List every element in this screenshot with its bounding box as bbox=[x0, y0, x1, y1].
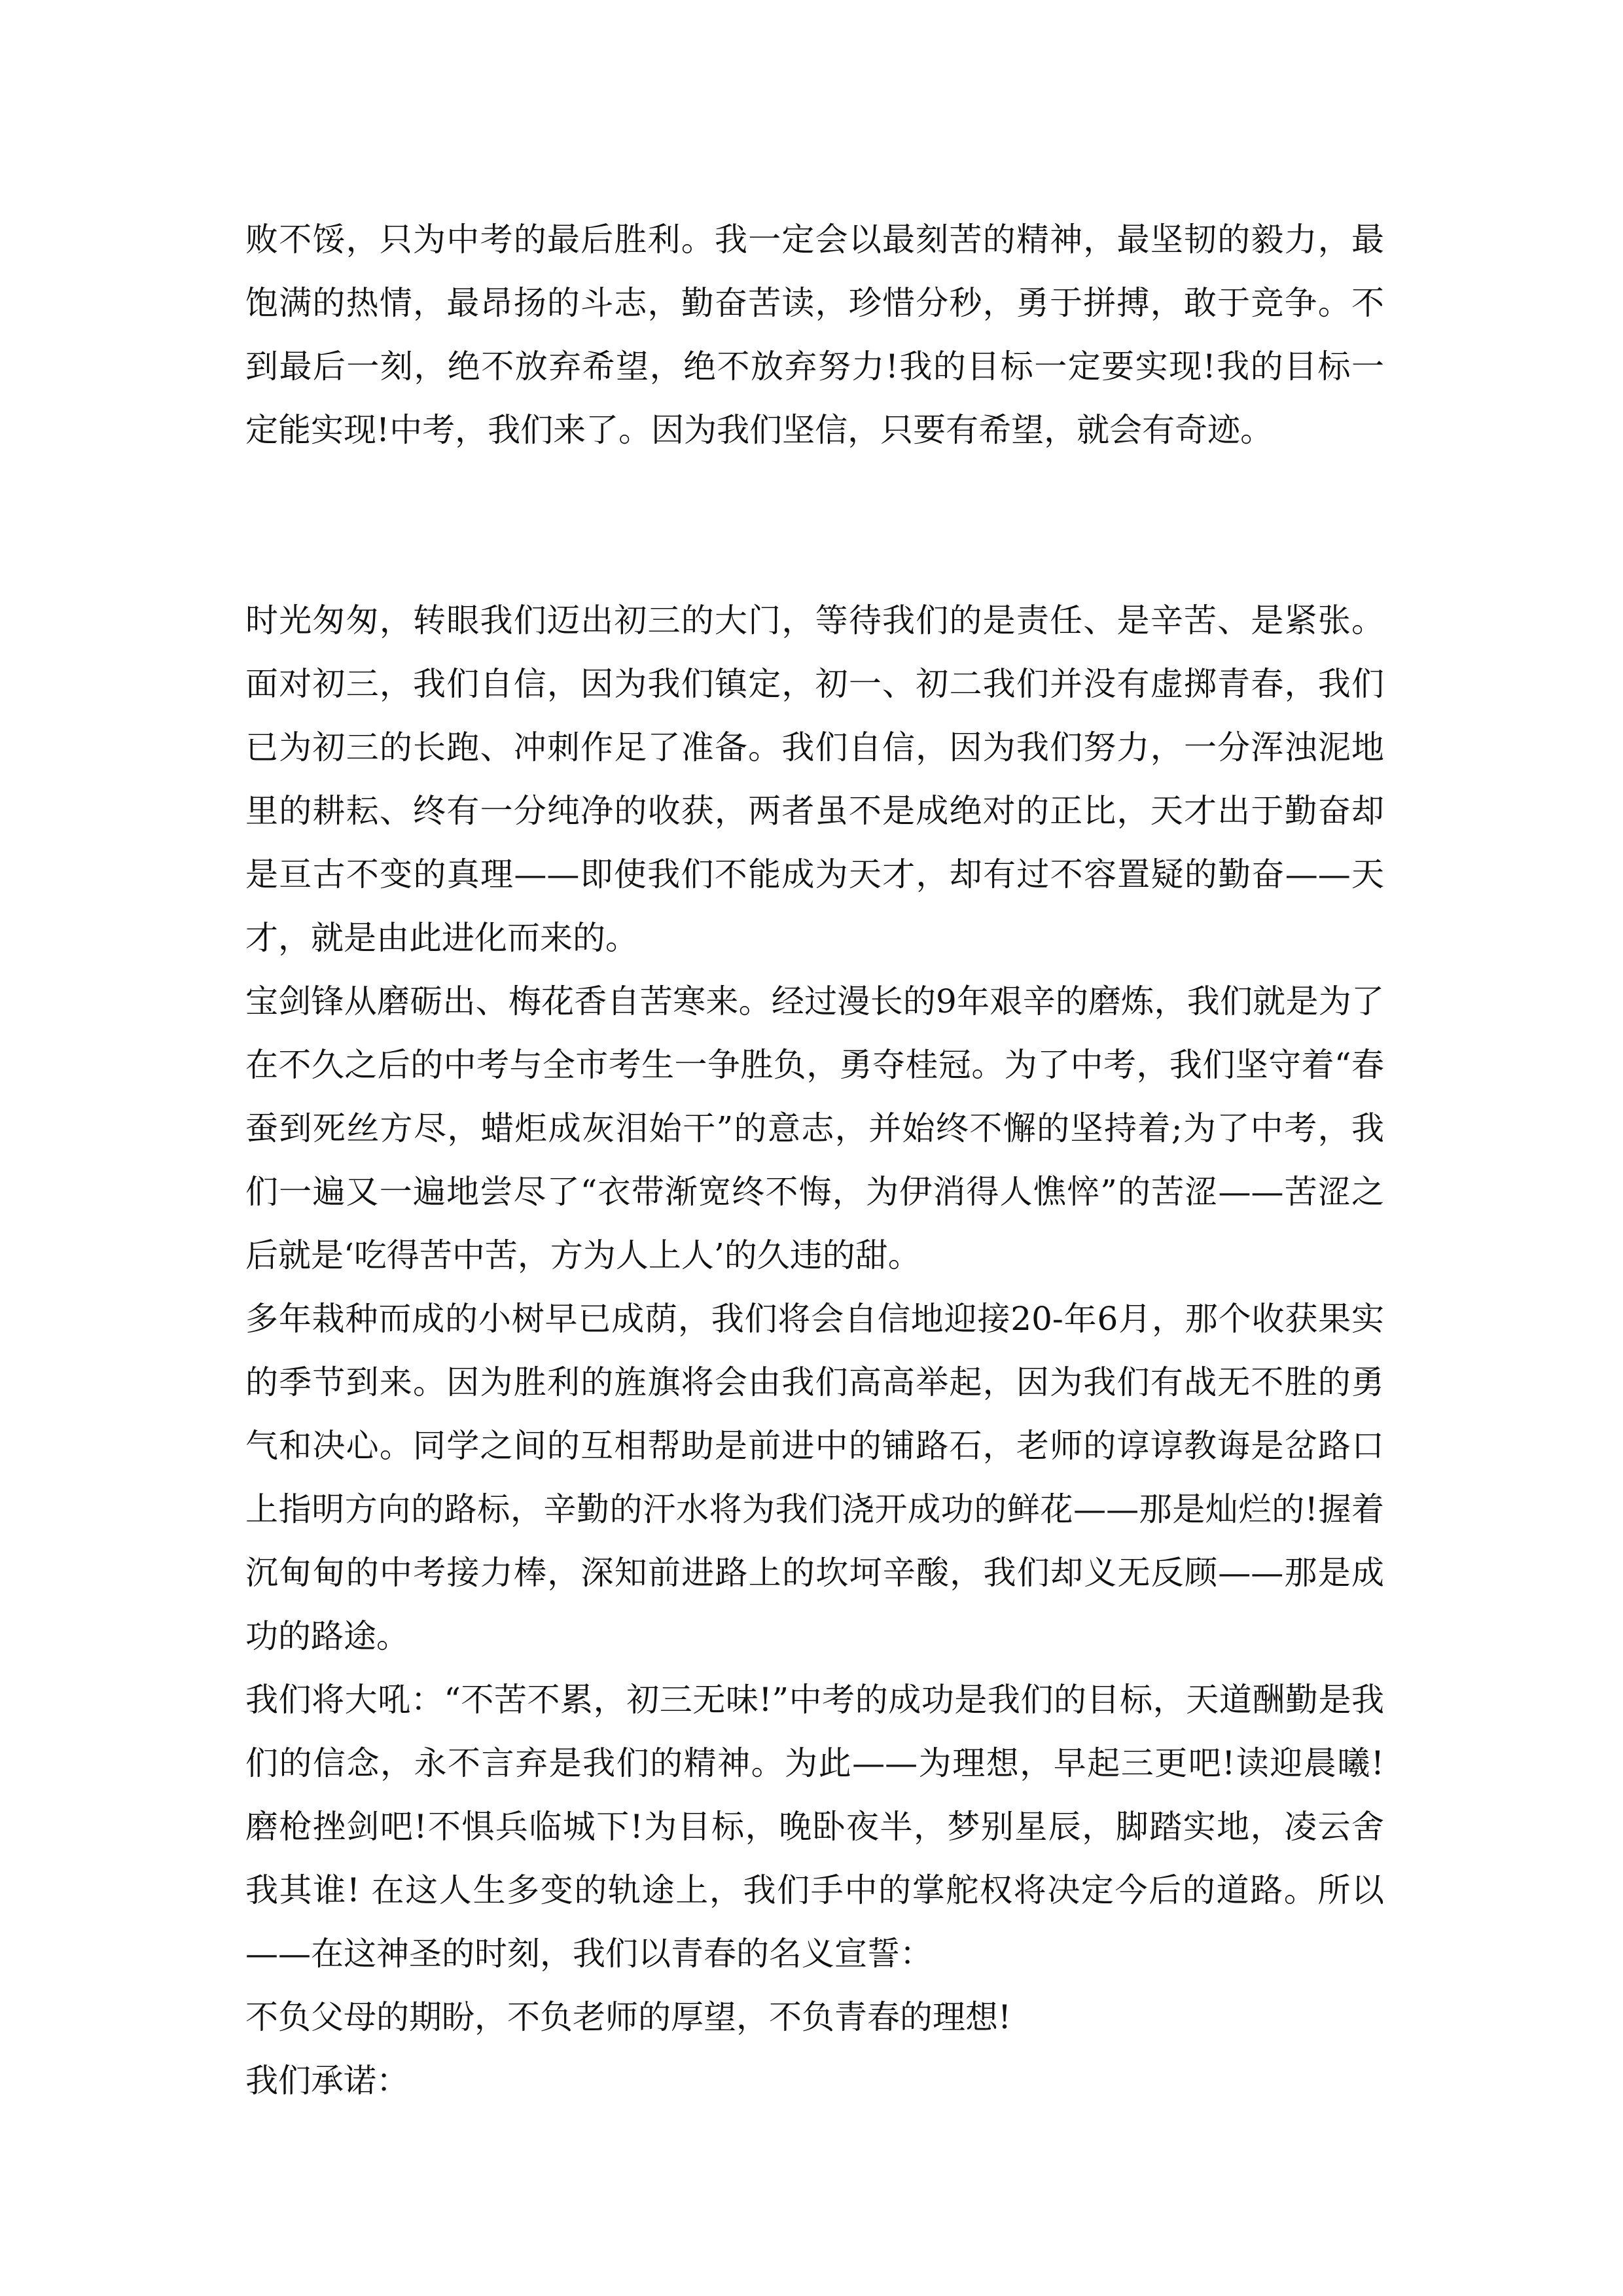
paragraph-gap bbox=[245, 462, 1384, 589]
paragraph-5: 我们将大吼：“不苦不累，初三无味!”中考的成功是我们的目标，天道酬勤是我们的信念，永不言弃是我们的精神。为此——为理想，早起三更吧!读迎晨曦!磨枪挫剑吧!不惧兵临城下!为目标，晚卧夜半，梦别星辰，脚踏实地，凌云舍我其谁! 在这人生多变的轨途上，我们手中的掌舵权将决定今后的道路。所以——在这神圣的时刻，我们以青春的名义宣誓： bbox=[245, 1681, 1384, 1973]
paragraph-7: 我们承诺： bbox=[245, 2062, 409, 2100]
paragraph-4: 多年栽种而成的小树早已成荫，我们将会自信地迎接20-年6月，那个收获果实的季节到来。因为胜利的旌旗将会由我们高高举起，因为我们有战无不胜的勇气和决心。同学之间的互相帮助是前进中的铺路石，老师的谆谆教诲是岔路口上指明方向的路标，辛勤的汗水将为我们浇开成功的鲜花——那是灿烂的!握着沉甸甸的中考接力棒，深知前进路上的坎坷辛酸，我们却义无反顾——那是成功的路途。 bbox=[245, 1300, 1384, 1655]
document-body bbox=[245, 208, 1384, 2113]
paragraph-1: 败不馁，只为中考的最后胜利。我一定会以最刻苦的精神，最坚韧的毅力，最饱满的热情，最昂扬的斗志，勤奋苦读，珍惜分秒，勇于拼搏，敢于竞争。不到最后一刻，绝不放弃希望，绝不放弃努力!我的目标一定要实现!我的目标一定能实现!中考，我们来了。因为我们坚信，只要有希望，就会有奇迹。 bbox=[245, 221, 1384, 449]
paragraph-6: 不负父母的期盼，不负老师的厚望，不负青春的理想! bbox=[245, 1998, 1012, 2036]
paragraph-2: 时光匆匆，转眼我们迈出初三的大门，等待我们的是责任、是辛苦、是紧张。面对初三，我们自信，因为我们镇定，初一、初二我们并没有虚掷青春，我们已为初三的长跑、冲刺作足了准备。我们自信，因为我们努力，一分浑浊泥地里的耕耘、终有一分纯净的收获，两者虽不是成绝对的正比，天才出于勤奋却是亘古不变的真理——即使我们不能成为天才，却有过不容置疑的勤奋——天才，就是由此进化而来的。 bbox=[245, 601, 1384, 957]
paragraph-3: 宝剑锋从磨砺出、梅花香自苦寒来。经过漫长的9年艰辛的磨炼，我们就是为了在不久之后的中考与全市考生一争胜负，勇夺桂冠。为了中考，我们坚守着“春蚕到死丝方尽，蜡炬成灰泪始干”的意志，并始终不懈的坚持着;为了中考，我们一遍又一遍地尝尽了“衣带渐宽终不悔，为伊消得人憔悴”的苦涩——苦涩之后就是‘吃得苦中苦，方为人上人’的久违的甜。 bbox=[245, 982, 1384, 1274]
